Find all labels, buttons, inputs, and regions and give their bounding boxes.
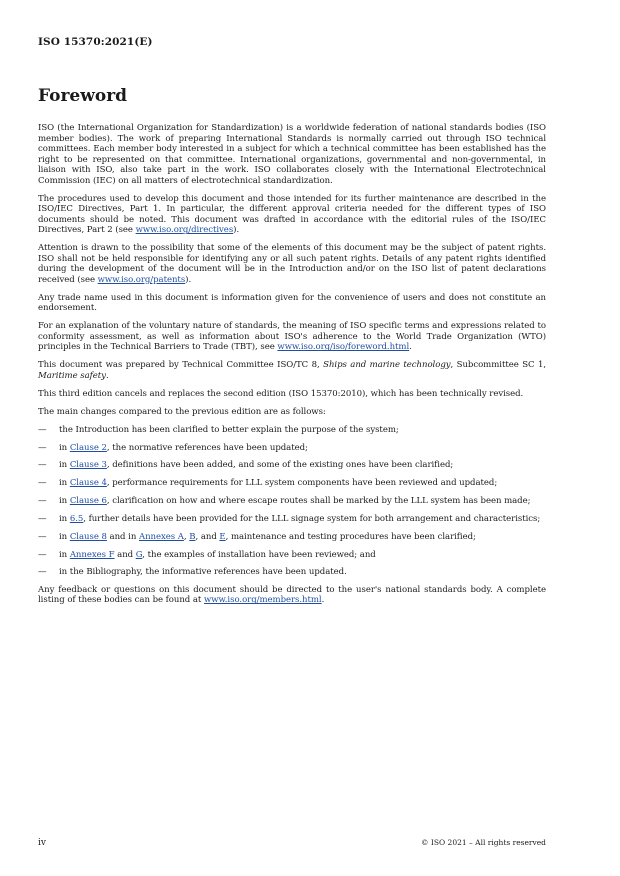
page-number: iv — [38, 838, 46, 848]
dash-bullet: — — [38, 567, 47, 578]
clause-2-link[interactable]: Clause 2 — [69, 442, 107, 453]
list-item: — in Annexes F and G, the examples of installation have been reviewed; and — [38, 549, 376, 560]
directives-link[interactable]: www.iso.org/directives — [135, 225, 234, 236]
subclause-6-5-link[interactable]: 6.5 — [69, 513, 84, 524]
annex-a-link[interactable]: Annexes A — [138, 531, 184, 542]
foreword-link[interactable]: www.iso.org/iso/foreword.html — [277, 342, 410, 353]
dash-bullet: — — [38, 531, 47, 542]
dash-bullet: — — [38, 442, 47, 453]
annex-f-link[interactable]: Annexes F — [69, 549, 115, 560]
clause-6-link[interactable]: Clause 6 — [69, 496, 107, 507]
document-id-header: ISO 15370:2021(E) — [38, 36, 153, 48]
list-item: — in the Bibliography, the informative references have been updated. — [38, 567, 347, 578]
dash-bullet: — — [38, 549, 47, 560]
annex-g-link[interactable]: G — [135, 549, 143, 560]
paragraph-trade-name: Any trade name used in this document is information given for the convenience of users and does not constitute an endorsement. — [38, 292, 546, 314]
paragraph-patents: Attention is drawn to the possibility that some of the elements of this document may be the subject of patent rights. ISO shall not be held responsible for identifying any or all such patent rights. Details of any patent rights identified during the development of the document will be in the Introduction and/or on the ISO list of patent declarations received (see www.iso.org/patents). — [38, 243, 546, 285]
dash-bullet: — — [38, 460, 47, 471]
page-title: Foreword — [38, 86, 128, 106]
list-item: — in Clause 4, performance requirements for LLL system components have been reviewed and updated; — [38, 478, 498, 489]
paragraph-edition: This third edition cancels and replaces the second edition (ISO 15370:2010), which has been technically revised. — [38, 388, 524, 399]
dash-bullet: — — [38, 478, 47, 489]
list-item: — the Introduction has been clarified to better explain the purpose of the system; — [38, 424, 399, 435]
list-item: — in Clause 2, the normative references have been updated; — [38, 442, 308, 453]
dash-bullet: — — [38, 513, 47, 524]
list-item: — in Clause 6, clarification on how and where escape routes shall be marked by the LLL system has been made; — [38, 496, 531, 507]
dash-bullet: — — [38, 424, 47, 435]
dash-bullet: — — [38, 496, 47, 507]
clause-4-link[interactable]: Clause 4 — [69, 478, 107, 489]
annex-b-link[interactable]: B — [189, 531, 196, 542]
foreword-body — [38, 123, 546, 613]
clause-3-link[interactable]: Clause 3 — [69, 460, 107, 471]
patents-link[interactable]: www.iso.org/patents — [97, 274, 186, 285]
paragraph-procedures: The procedures used to develop this document and those intended for its further maintenance are described in the ISO/IEC Directives, Part 1. In particular, the different approval criteria needed for the different types of ISO documents should be noted. This document was drafted in accordance with the editorial rules of the ISO/IEC Directives, Part 2 (see www.iso.org/directives). — [38, 193, 546, 236]
paragraph-feedback: Any feedback or questions on this document should be directed to the user's national standards body. A complete listing of these bodies can be found at www.iso.org/members.html. — [38, 584, 546, 606]
paragraph-committee: This document was prepared by Technical Committee ISO/TC 8, Ships and marine technology, Subcommittee SC 1, Maritime safety. — [38, 360, 547, 381]
changes-list — [38, 425, 546, 578]
paragraph-voluntary-nature: For an explanation of the voluntary nature of standards, the meaning of ISO specific terms and expressions related to conformity assessment, as well as information about ISO's adherence to the World Trade Organization (WTO) principles in the Technical Barriers to Trade (TBT), see www.iso.org/iso/foreword.html. — [38, 321, 546, 353]
list-item: — in Clause 3, definitions have been added, and some of the existing ones have been clarified; — [38, 460, 454, 471]
list-item: — in 6.5, further details have been provided for the LLL signage system for both arrangement and characteristics; — [38, 513, 541, 524]
annex-e-link[interactable]: E — [219, 531, 226, 542]
clause-8-link[interactable]: Clause 8 — [69, 531, 107, 542]
copyright-notice: © ISO 2021 – All rights reserved — [421, 838, 546, 847]
paragraph-iso-intro: ISO (the International Organization for Standardization) is a worldwide federation of national standards bodies (ISO member bodies). The work of preparing International Standards is normally carried out through ISO technical committees. Each member body interested in a subject for which a technical committee has been established has the right to be represented on that committee. International organizations, governmental and non-governmental, in liaison with ISO, also take part in the work. ISO collaborates closely with the International Electrotechnical Commission (IEC) on all matters of electrotechnical standardization. — [38, 123, 546, 186]
list-item: — in Clause 8 and in Annexes A, B, and E, maintenance and testing procedures have been clarified; — [38, 531, 476, 542]
members-link[interactable]: www.iso.org/members.html — [203, 595, 322, 606]
document-page — [38, 0, 548, 876]
paragraph-main-changes: The main changes compared to the previous edition are as follows: — [38, 406, 326, 417]
